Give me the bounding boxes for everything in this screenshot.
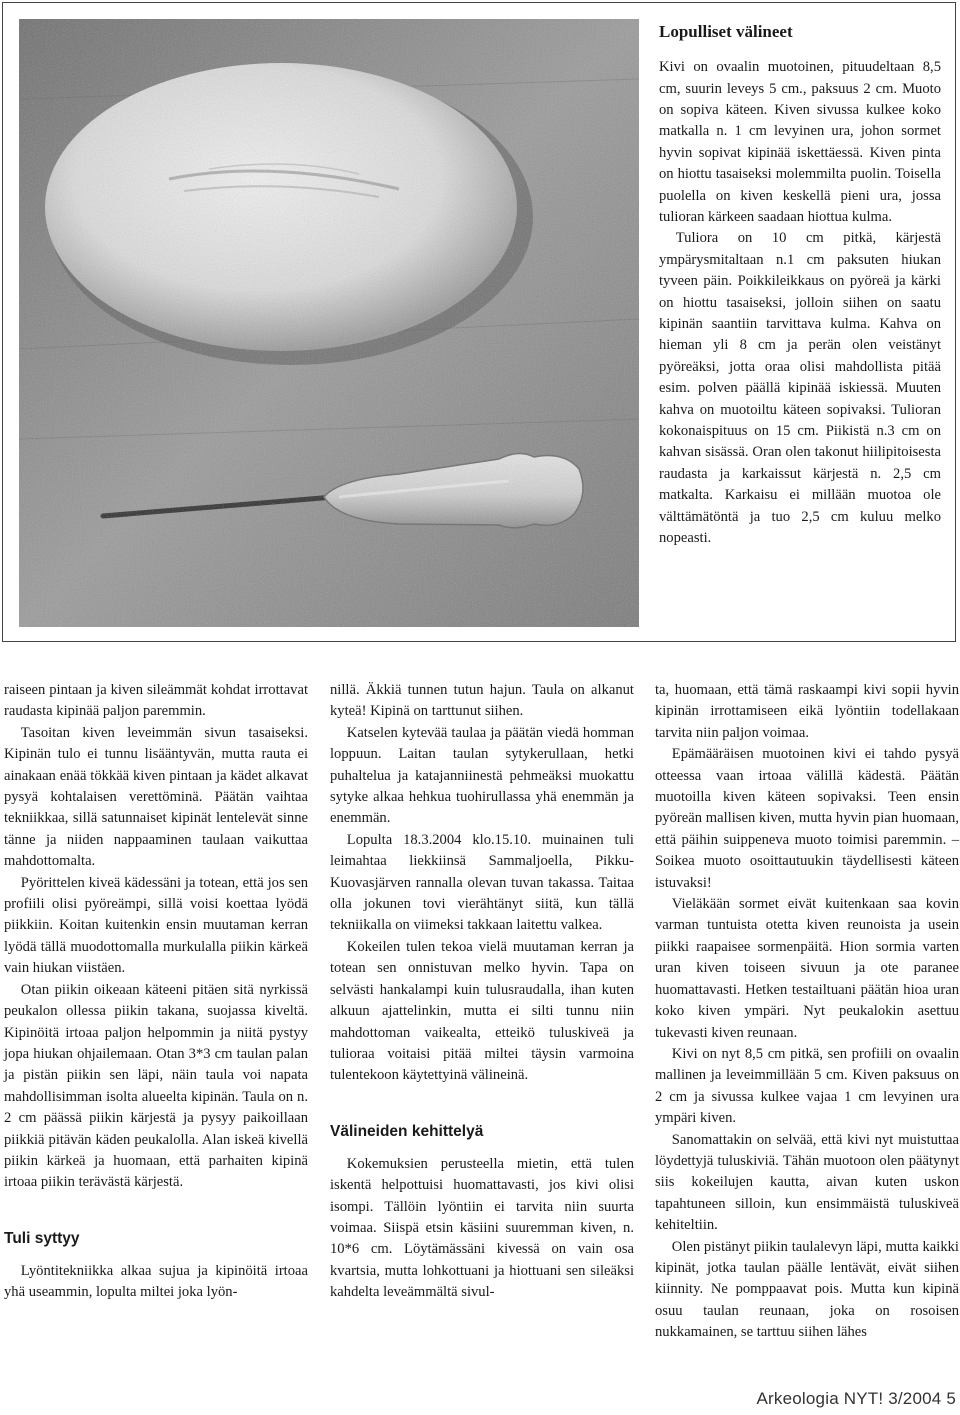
subheading-valineiden-kehittelya: Välineiden kehittelyä (330, 1122, 484, 1140)
sidebar-title: Lopulliset välineet (659, 22, 793, 41)
tools-photo-svg (19, 19, 639, 627)
sidebar (659, 21, 941, 549)
paragraph: Vieläkään sormet eivät kuitenkaan saa kovin varman tuntuista otetta kiven reunoista ja usein piikki raapaisee sormenpäitä. Hion sormia varten uran kiven toiseen sivuun ja ote paranee huomattavasti. Hetken testailtuani päätän hioa uran koko kiven ympäri. Nyt peukalokin asettuu tukevasti kiven reunaan. (655, 896, 959, 1041)
paragraph: ta, huomaan, että tämä raskaampi kivi sopii hyvin kipinän irrottamiseen eikä lyöntiin todellakaan tarvita niin paljon voimaa. (655, 682, 959, 741)
paragraph: Lopulta 18.3.2004 klo.15.10. muinainen tuli leimahtaa liekkiinsä Sammaljoella, Pikku-Kuovasjärven rannalla olevan tuvan takassa. Taitaa olla jokunen tovi vierähtänyt siitä, kun tällä tekniikalla on viimeksi takkaan laitettu valkea. (330, 831, 634, 934)
subheading-tuli-syttyy: Tuli syttyy (4, 1229, 80, 1247)
paragraph: Pyörittelen kiveä kädessäni ja totean, että jos sen profiili olisi pyöreämpi, sillä voisi koettaa lyödä piikkiin. Koitan kuitenkin ensin muutaman kerran lyödä tällä muodottomalla murkulalla piikin kärkeä vain hiukan viistäen. (4, 874, 308, 977)
paragraph: Epämääräisen muotoinen kivi ei tahdo pysyä otteessa vaan irtoaa välillä kädestä. Päätän muotoilla kiven käteen sopivaksi. Teen ensin pyöreän mallisen kiven, mutta hyvin pian huomaan, että päihin suippeneva muoto toimisi paremmin. – Soikea muoto osoittautuukin täydellisesti käteen istuvaksi! (655, 746, 959, 891)
article-column-1 (4, 680, 308, 1304)
paragraph: Kivi on nyt 8,5 cm pitkä, sen profiili on ovaalin mallinen ja leveimmillään 5 cm. Kiven paksuus on 2 cm ja sivussa kulkee vajaa 1 cm levyinen ura ympäri kiven. (655, 1045, 959, 1127)
paragraph: Sanomattakin on selvää, että kivi nyt muistuttaa löydettyjä tuluskiviä. Tähän muotoon olen päätynyt siis kokeilujen kautta, aivan kuten uskon tapahtuneen silloin, kun ensimmäistä tuluskiveä kehiteltiin. (655, 1131, 959, 1234)
page-footer: Arkeologia NYT! 3/2004 5 (756, 1389, 956, 1408)
paragraph: Kokeilen tulen tekoa vielä muutaman kerran ja totean sen onnistuvan melko hyvin. Tapa on selvästi hankalampi kuin tulusraudalla, ihan kuten alkuun ajattelinkin, mutta ei silti tunnu niin mahdottoman vaikealta, etteikö tuluskiveä ja tulioraa voitaisi pitää miltei täysin varmoina tulentekoon käytettyinä välineinä. (330, 938, 634, 1084)
paragraph: Katselen kytevää taulaa ja päätän viedä homman loppuun. Laitan taulan sytykerullaan, hetki puhaltelua ja katajanniinestä pehmeäksi muokattu sytyke alkaa hehkua tuohirullassa yhä enemmän ja enemmän. (330, 724, 634, 827)
article-column-2 (330, 680, 634, 1304)
paragraph: Olen pistänyt piikin taulalevyn läpi, mutta kaikki kipinät, jotka taulan päälle lentävät, eivät siihen kiinnity. Ne pomppaavat pois. Mutta kun kipinä osuu taulan reunaan, joka on rosoisen nukkamainen, se tarttuu siihen lähes (655, 1238, 959, 1341)
paragraph: Kokemuksien perusteella mietin, että tulen iskentä helpottuisi huomattavasti, jos kivi olisi isompi. Tällöin lyöntiin ei tarvita niin suurta voimaa. Siispä etsin käsiini suuremman kiven, n. 10*6 cm. Löytämässäni kivessä on vain osa kvartsia, mutta lohkottuani ja hiottuani sen sileäksi kahdelta leveämmältä sivul- (330, 1155, 634, 1301)
sidebar-paragraph: Tuliora on 10 cm pitkä, kärjestä ympärysmitaltaan n.1 cm paksuten hiukan tyveen päin. Poikkileikkaus on pyöreä ja kärki on hiottu tasaiseksi, jolloin siihen on saatu kipinän saantiin tarvittava kulma. Kahva on hieman yli 8 cm ja perän olen veistänyt pyöreäksi, jotta oraa olisi mahdollista pitää esim. polven päällä kipinää iskiessä. Muuten kahva on muotoiltu käteen sopivaksi. Tulioran kokonaispituus on 15 cm. Piikistä n.3 cm on kahvan sisässä. Oran olen takonut hiilipitoisesta raudasta ja karkaissut kärjestä n. 2,5 cm matkalta. Karkaisu ei millään muotoa ole välttämätöntä ja tuo 2,5 cm kuluu melko nopeasti. (659, 230, 941, 547)
paragraph: Lyöntitekniikka alkaa sujua ja kipinöitä irtoaa yhä useammin, lopulta miltei joka lyön- (4, 1262, 308, 1301)
feature-box (2, 2, 956, 642)
paragraph: nillä. Äkkiä tunnen tutun hajun. Taula on alkanut kyteä! Kipinä on tarttunut siihen. (330, 682, 634, 720)
paragraph: Tasoitan kiven leveimmän sivun tasaiseksi. Kipinän tulo ei tunnu lisääntyvän, mutta rauta ei ainakaan enää tökkää kiven pintaan ja kädet alkavat pysyä kohtalaisen verettöminä. Päätän vaihtaa tekniikkaa, sillä satunnaiset kipinät lentelevät sinne tänne ja niiden nappaaminen taulaan vaikuttaa mahdottomalta. (4, 724, 308, 870)
tools-photo (19, 19, 639, 627)
paragraph: Otan piikin oikeaan käteeni pitäen sitä nyrkissä peukalon ollessa piikin takana, suojassa kiveltä. Kipinöitä irtoaa paljon helpommin ja niitä pystyy jopa hiukan ohjailemaan. Otan 3*3 cm taulan palan ja pistän piikin sen läpi, näin taula voi napata mahdollisimman isolta alueelta kipinän. Taula on n. 2 cm päässä piikin kärjestä ja pysyy paikoillaan piikkiä pitävän käden peukalolla. Alan iskeä kivellä piikin kärkeä ja huomaan, että parhaiten kipinä irtoaa piikin terävästä kärjestä. (4, 981, 308, 1191)
sidebar-paragraph: Kivi on ovaalin muotoinen, pituudeltaan 8,5 cm, suurin leveys 5 cm., paksuus 2 cm. Muoto on sopiva käteen. Kiven sivussa kulkee koko matkalla n. 1 cm levyinen ura, johon sormet hyvin sopivat kipinää iskettäessä. Kiven pinta on hiottu tasaiseksi molemmilta puolin. Toisella puolella on kiven keskellä pieni ura, jossa tulioran kärkeen saadaan hiottua kulma. (659, 59, 941, 225)
article-column-3 (655, 680, 959, 1344)
paragraph: raiseen pintaan ja kiven sileämmät kohdat irrottavat raudasta kipinää paljon paremmin. (4, 682, 308, 720)
